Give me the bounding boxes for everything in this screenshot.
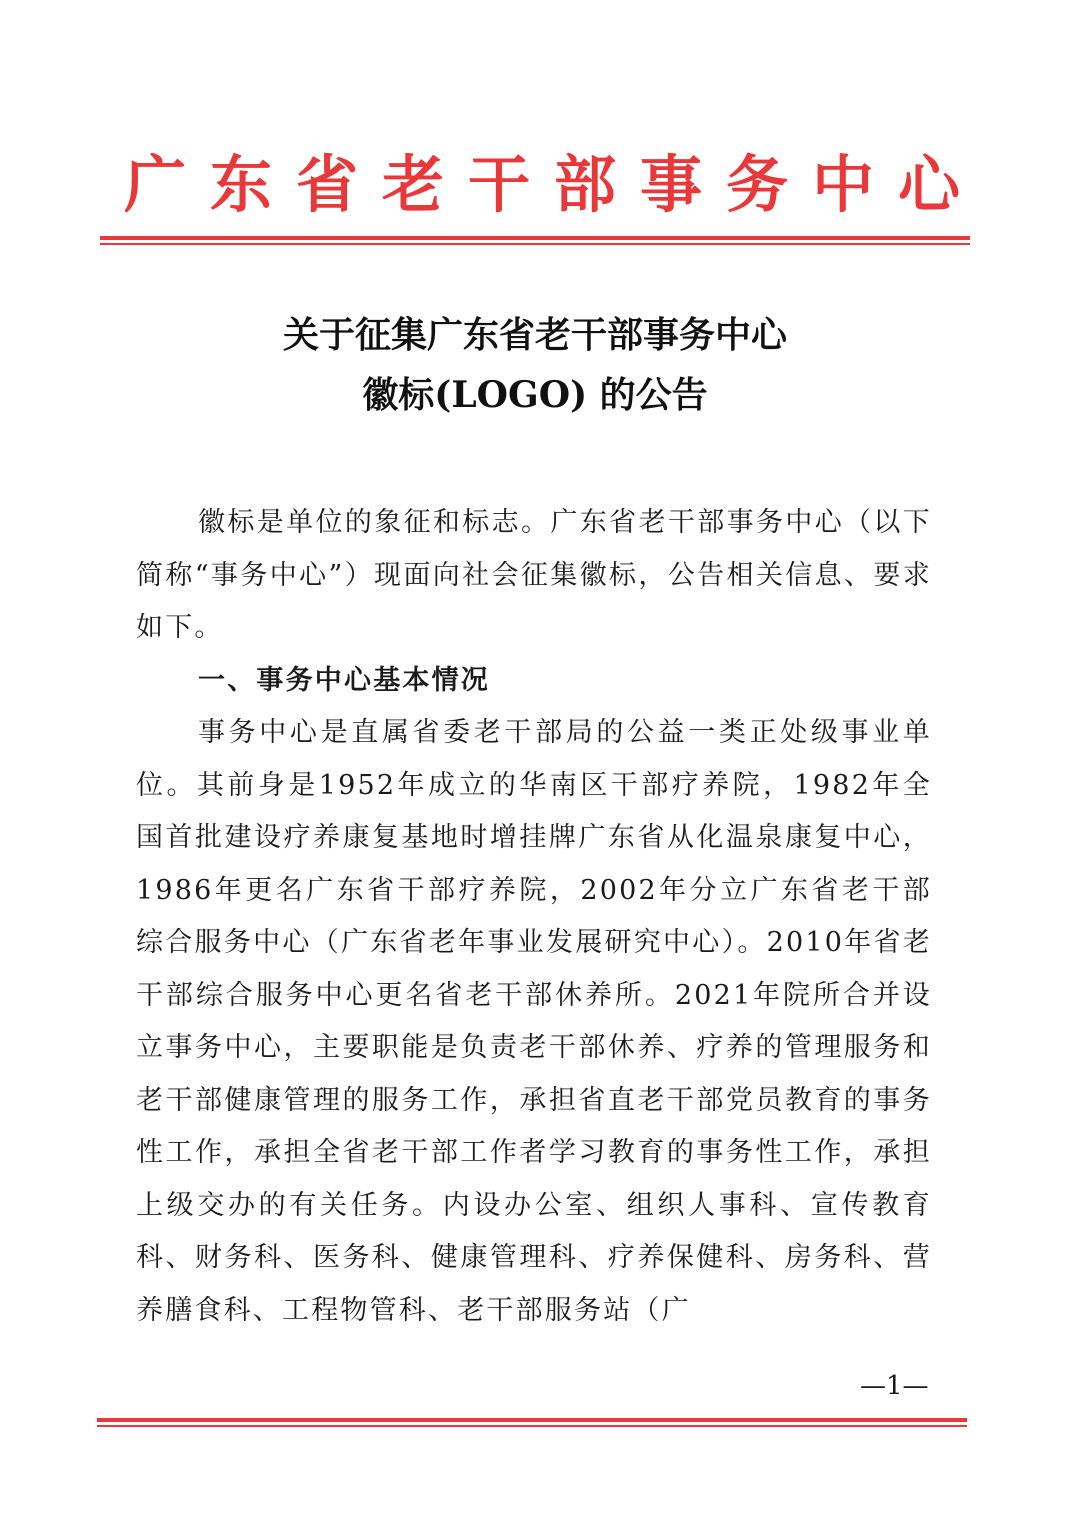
header-red-rule	[100, 236, 970, 245]
section-paragraph: 事务中心是直属省委老干部局的公益一类正处级事业单位。其前身是1952年成立的华南区干部疗养院，1982年全国首批建设疗养康复基地时增挂牌广东省从化温泉康复中心，1986年更名广东省干部疗养院，2002年分立广东省老干部综合服务中心（广东省老年事业发展研究中心）。2010年省老干部综合服务中心更名省老干部休养所。2021年院所合并设立事务中心，主要职能是负责老干部休养、疗养的管理服务和老干部健康管理的服务工作，承担省直老干部党员教育的事务性工作，承担全省老干部工作者学习教育的事务性工作，承担上级交办的有关任务。内设办公室、组织人事科、宣传教育科、财务科、医务科、健康管理科、疗养保健科、房务科、营养膳食科、工程物管科、老干部服务站（广	[136, 717, 932, 1326]
intro-paragraph: 徽标是单位的象征和标志。广东省老干部事务中心（以下简称“事务中心”）现面向社会征集徽标，公告相关信息、要求如下。	[136, 507, 932, 643]
footer-rule-thin	[97, 1425, 967, 1427]
title-line-1: 关于征集广东省老干部事务中心	[282, 314, 787, 356]
document-body	[136, 497, 932, 1337]
page-number: —1—	[860, 1371, 929, 1401]
title-line-2: 徽标(LOGO) 的公告	[362, 374, 708, 416]
header-rule-thin	[100, 243, 970, 245]
section-heading: 一、事务中心基本情况	[198, 664, 490, 696]
footer-rule-thick	[97, 1418, 967, 1422]
organization-header: 广东省老干部事务中心	[124, 148, 985, 221]
header-rule-thick	[100, 236, 970, 240]
document-title	[100, 305, 970, 425]
footer-red-rule	[97, 1418, 967, 1427]
